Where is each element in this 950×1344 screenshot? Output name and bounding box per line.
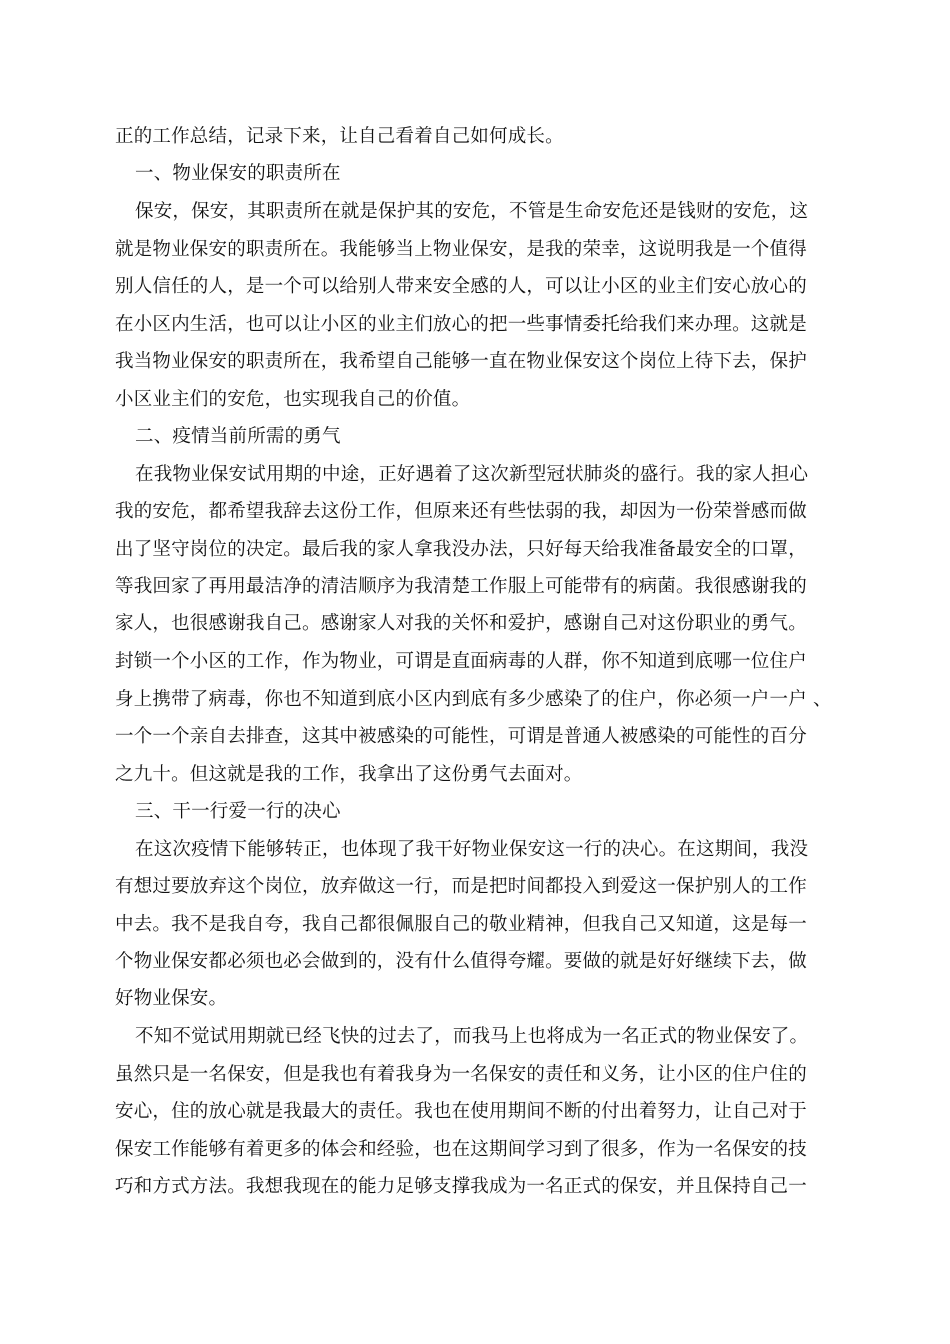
text-line: 在小区内生活，也可以让小区的业主们放心的把一些事情委托给我们来办理。这就是 <box>115 314 807 335</box>
text-line: 保安，保安，其职责所在就是保护其的安危，不管是生命安危还是钱财的安危，这 <box>135 201 809 222</box>
text-line: 中去。我不是我自夸，我自己都很佩服自己的敬业精神，但我自己又知道，这是每一 <box>115 914 807 935</box>
text-line: 别人信任的人，是一个可以给别人带来安全感的人，可以让小区的业主们安心放心的 <box>115 276 807 297</box>
text-line: 有想过要放弃这个岗位，放弃做这一行，而是把时间都投入到爱这一保护别人的工作 <box>115 876 807 897</box>
text-line: 等我回家了再用最洁净的清洁顺序为我清楚工作服上可能带有的病菌。我很感谢我的 <box>115 576 807 597</box>
text-line: 安心，住的放心就是我最大的责任。我也在使用期间不断的付出着努力，让自己对于 <box>115 1101 807 1122</box>
section-heading: 三、干一行爱一行的决心 <box>135 801 341 822</box>
text-line: 就是物业保安的职责所在。我能够当上物业保安，是我的荣幸，这说明我是一个值得 <box>115 239 807 260</box>
text-line: 正的工作总结，记录下来，让自己看着自己如何成长。 <box>115 126 564 147</box>
text-line: 之九十。但这就是我的工作，我拿出了这份勇气去面对。 <box>115 764 583 785</box>
text-line: 出了坚守岗位的决定。最后我的家人拿我没办法，只好每天给我准备最安全的口罩， <box>115 539 807 560</box>
text-line: 好物业保安。 <box>115 988 228 1009</box>
text-line: 小区业主们的安危，也实现我自己的价值。 <box>115 389 471 410</box>
text-line: 身上携带了病毒，你也不知道到底小区内到底有多少感染了的住户，你必须一户一户 、 <box>115 689 832 710</box>
text-line: 虽然只是一名保安，但是我也有着我身为一名保安的责任和义务，让小区的住户住的 <box>115 1064 807 1085</box>
section-heading: 二、疫情当前所需的勇气 <box>135 426 341 447</box>
text-line: 家人，也很感谢我自己。感谢家人对我的关怀和爱护，感谢自己对这份职业的勇气。 <box>115 613 807 634</box>
text-line: 我的安危，都希望我辞去这份工作，但原来还有些怯弱的我，却因为一份荣誉感而做 <box>115 501 807 522</box>
text-line: 在我物业保安试用期的中途，正好遇着了这次新型冠状肺炎的盛行。我的家人担心 <box>135 464 809 485</box>
text-line: 在这次疫情下能够转正，也体现了我干好物业保安这一行的决心。在这期间，我没 <box>135 839 809 860</box>
text-line: 个物业保安都必须也必会做到的，没有什么值得夸耀。要做的就是好好继续下去，做 <box>115 951 807 972</box>
section-heading: 一、物业保安的职责所在 <box>135 163 341 184</box>
text-line: 封锁一个小区的工作，作为物业，可谓是直面病毒的人群，你不知道到底哪一位住户 <box>115 651 807 672</box>
text-line: 保安工作能够有着更多的体会和经验，也在这期间学习到了很多，作为一名保安的技 <box>115 1139 807 1160</box>
text-line: 我当物业保安的职责所在，我希望自己能够一直在物业保安这个岗位上待下去，保护 <box>115 351 807 372</box>
text-line: 巧和方式方法。我想我现在的能力足够支撑我成为一名正式的保安，并且保持自己一 <box>115 1176 807 1197</box>
text-line: 一个一个亲自去排查，这其中被感染的可能性，可谓是普通人被感染的可能性的百分 <box>115 726 807 747</box>
text-line: 不知不觉试用期就已经飞快的过去了，而我马上也将成为一名正式的物业保安了。 <box>135 1026 809 1047</box>
